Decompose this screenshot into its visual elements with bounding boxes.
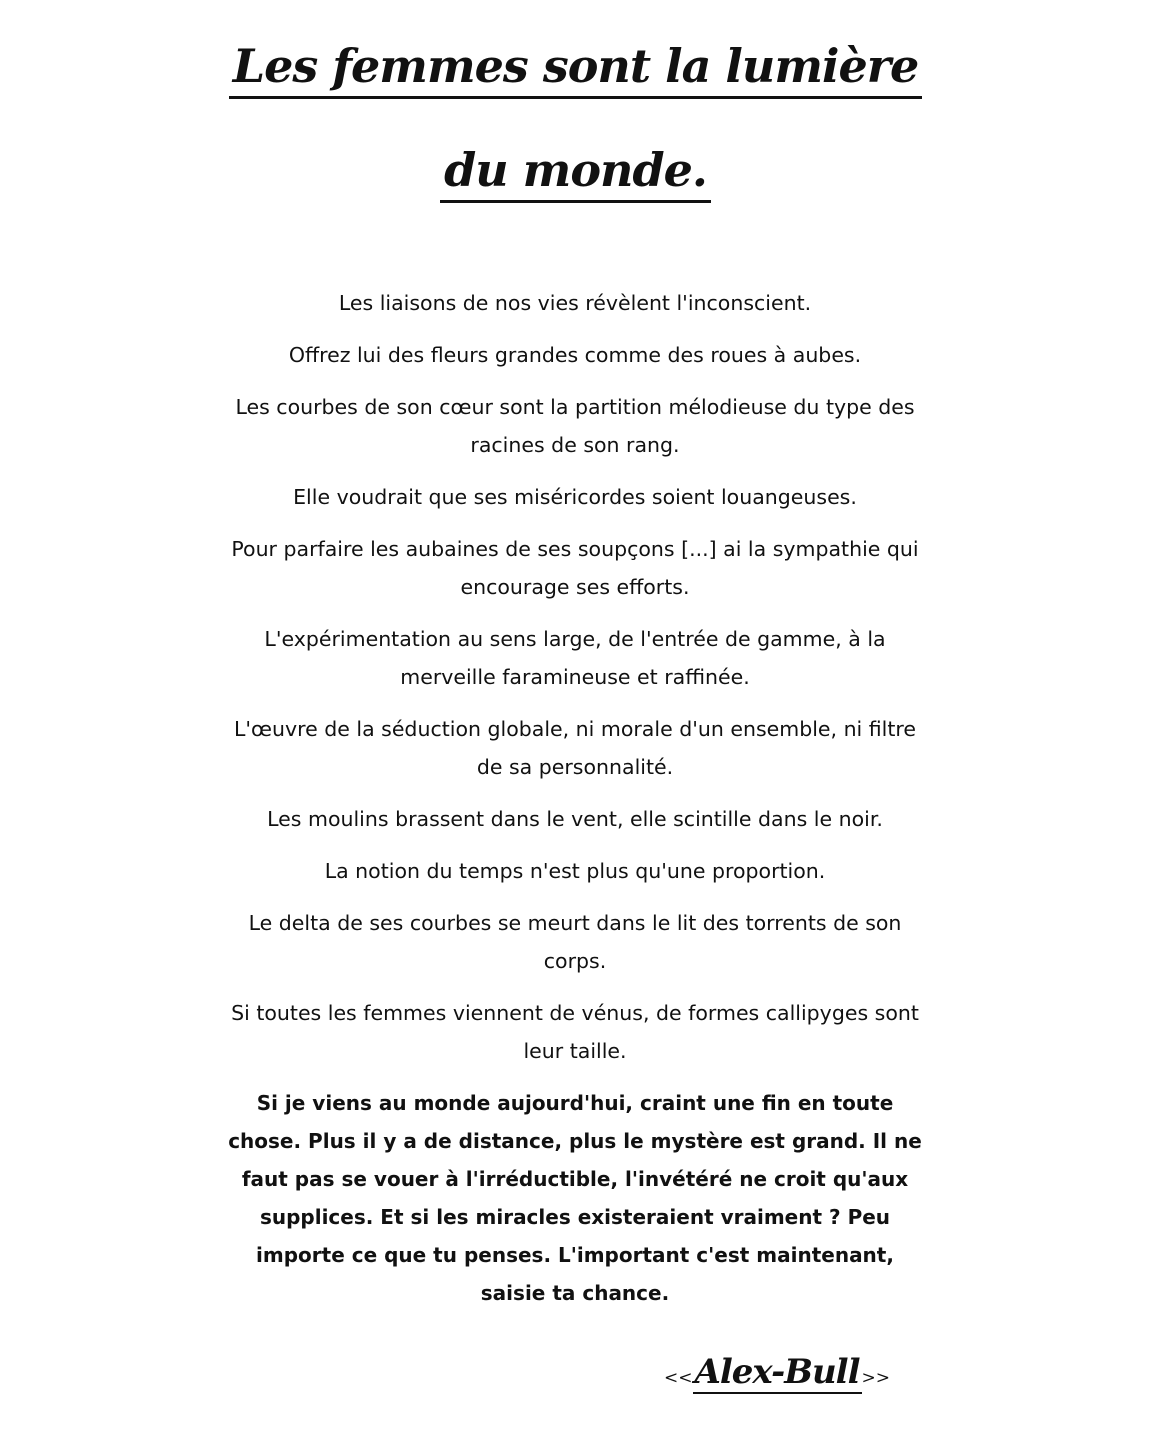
stanza-3: Les courbes de son cœur sont la partition mélodieuse du type des racines de son rang. — [235, 395, 915, 457]
stanza-4: Elle voudrait que ses miséricordes soient louangeuses. — [293, 485, 857, 509]
title-line-2 — [0, 140, 1151, 203]
stanza-10: Le delta de ses courbes se meurt dans le lit des torrents de son corps. — [248, 911, 902, 973]
signature-prefix: << — [664, 1368, 693, 1388]
stanza-8: Les moulins brassent dans le vent, elle scintille dans le noir. — [267, 807, 883, 831]
stanza-9: La notion du temps n'est plus qu'une proportion. — [324, 859, 826, 883]
title-text-2: du monde. — [440, 142, 711, 203]
closing-stanza: Si je viens au monde aujourd'hui, craint une fin en toute chose. Plus il y a de distance, plus le mystère est grand. Il ne faut pas se vouer à l'irréductible, l'invétéré ne croit qu'aux supplices. Et si les miracles existeraient vraiment ? Peu importe ce que tu penses. L'important c'est maintenant, saisie ta chance. — [228, 1091, 922, 1305]
stanza-7: L'œuvre de la séduction globale, ni morale d'un ensemble, ni filtre de sa personnalité. — [233, 717, 917, 779]
title-text-1: Les femmes sont la lumière — [229, 38, 923, 99]
stanza-5: Pour parfaire les aubaines de ses soupçons [...] ai la sympathie qui encourage ses efforts. — [231, 537, 919, 599]
stanza-11: Si toutes les femmes viennent de vénus, de formes callipyges sont leur taille. — [231, 1001, 919, 1063]
signature-name: Alex-Bull — [694, 1352, 860, 1392]
poem-body — [225, 284, 925, 1326]
stanza-2: Offrez lui des fleurs grandes comme des roues à aubes. — [288, 343, 862, 367]
signature — [664, 1352, 924, 1400]
stanza-1: Les liaisons de nos vies révèlent l'inconscient. — [338, 291, 812, 315]
stanza-6: L'expérimentation au sens large, de l'entrée de gamme, à la merveille faramineuse et raffinée. — [264, 627, 886, 689]
title-line-1 — [0, 36, 1151, 99]
signature-suffix: >> — [861, 1368, 891, 1388]
